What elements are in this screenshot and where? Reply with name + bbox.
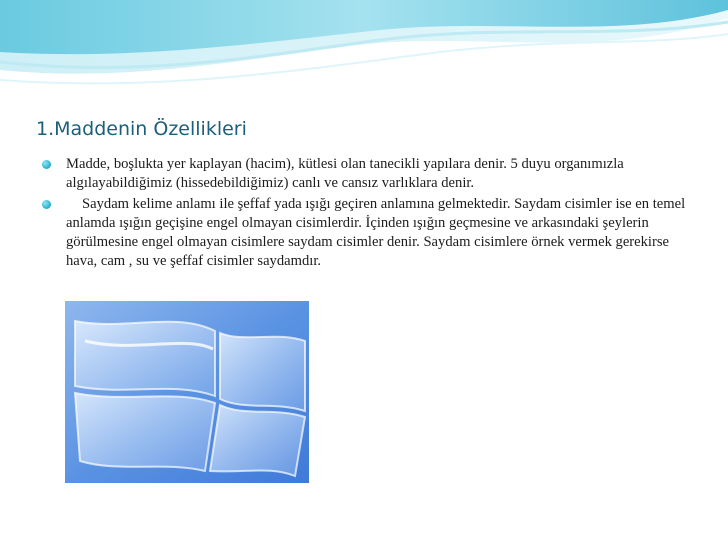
header-wave-decoration <box>0 0 728 100</box>
bullet-text: Saydam kelime anlamı ile şeffaf yada ışığı geçiren anlamına gelmektedir. Saydam cisimler ise en temel anlamda ışığın geçişine engel olmayan cisimlerdir. İçinden ışığın geçmesine ve arkasındaki şeylerin görülmesine engel olmayan cisimlere saydam cisimler denir. Saydam cisimlere örnek vermek gerekirse hava, cam , su ve şeffaf cisimler saydamdır. <box>66 196 686 269</box>
slide-title: 1.Maddenin Özellikleri <box>36 118 247 140</box>
bullet-item <box>42 195 692 271</box>
bullet-dot-icon <box>42 200 51 209</box>
bullet-dot-icon <box>42 160 51 169</box>
bullet-list <box>42 155 692 273</box>
bullet-text: Madde, boşlukta yer kaplayan (hacim), kütlesi olan tanecikli yapılara denir. 5 duyu organımızla algılayabildiğimiz (hissedebildiğimiz) canlı ve cansız varlıklara denir. <box>66 156 624 191</box>
glass-window-image <box>65 301 309 483</box>
bullet-item <box>42 155 692 193</box>
